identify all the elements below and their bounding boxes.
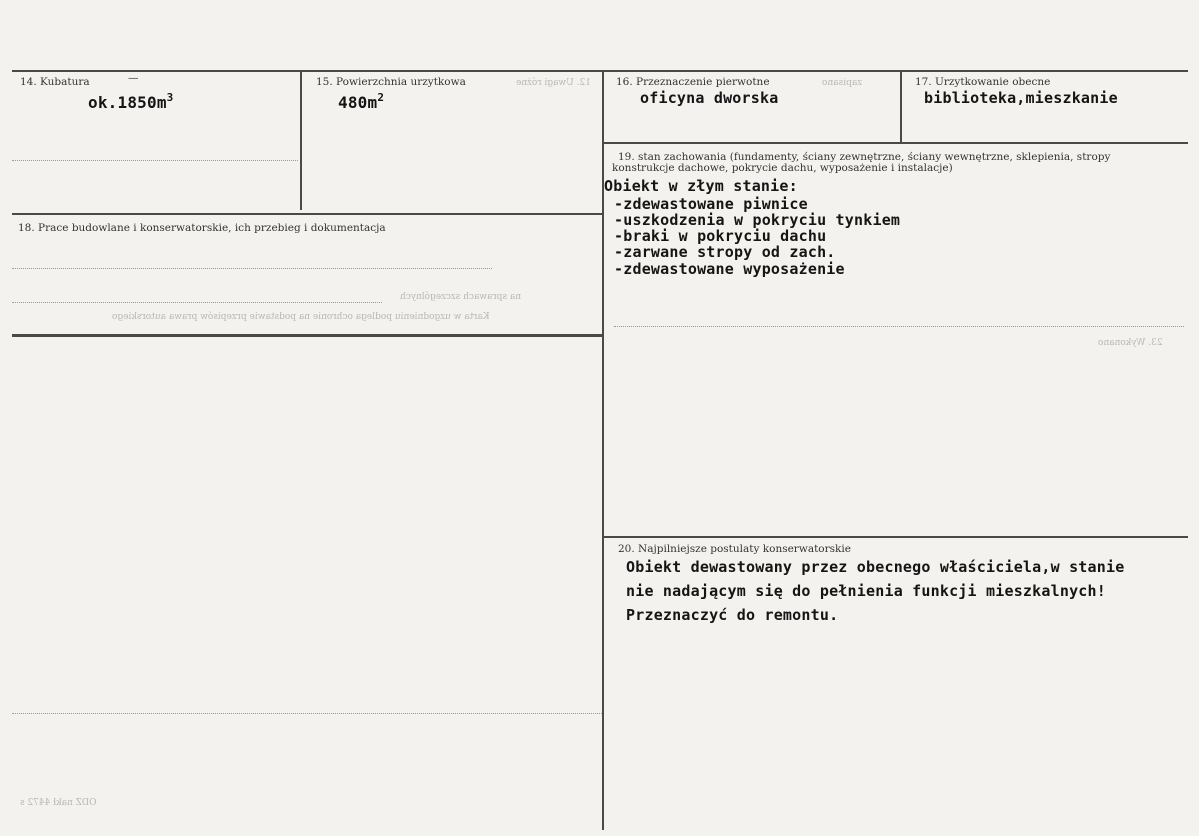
stan-item: -zarwane stropy od zach. (614, 243, 836, 261)
uzytkowanie-value: biblioteka,mieszkanie (924, 89, 1118, 107)
stan-item: -zdewastowane wyposażenie (614, 260, 845, 278)
divider-14-15 (300, 70, 302, 210)
stan-item: -braki w pokryciu dachu (614, 227, 827, 245)
postulaty-line: Przeznaczyć do remontu. (626, 606, 839, 624)
kubatura-label: 14. Kubatura (20, 76, 90, 88)
divider-16-17 (900, 70, 902, 142)
prace-label: 18. Prace budowlane i konserwatorskie, ich przebieg i dokumentacja (18, 222, 386, 234)
rule-under-16-17 (603, 142, 1188, 144)
uzytkowanie-label: 17. Urzytkowanie obecne (915, 76, 1051, 88)
prace-dotted-line-1 (12, 268, 492, 269)
stan-label-line2: konstrukcje dachowe, pokrycie dachu, wyposażenie i instalacje) (612, 162, 953, 174)
powierzchnia-label: 15. Powierzchnia urzytkowa (316, 76, 466, 88)
rule-above-20 (603, 536, 1188, 538)
top-rule (12, 70, 1188, 72)
kubatura-dash: — (128, 72, 139, 84)
stan-item: -zdewastowane piwnice (614, 195, 808, 213)
postulaty-line: Obiekt dewastowany przez obecnego właściciela,w stanie (626, 558, 1125, 576)
stan-label-line1: 19. stan zachowania (fundamenty, ściany zewnętrzne, ściany wewnętrzne, sklepienia, stropy (618, 151, 1111, 163)
bleed-through-text: na sprawach szczególnych (400, 292, 522, 302)
postulaty-line: nie nadającym się do pełnienia funkcji mieszkalnych! (626, 582, 1106, 600)
przeznaczenie-label: 16. Przeznaczenie pierwotne (616, 76, 770, 88)
left-bottom-dotted-line (12, 713, 602, 714)
powierzchnia-value: $480m^2$ (338, 91, 385, 112)
bleed-through-text: ODZ nakł 4472 s (20, 798, 97, 808)
bleed-through-text: 12. Uwagi różne (516, 78, 591, 88)
postulaty-label: 20. Najpilniejsze postulaty konserwatorskie (618, 543, 851, 555)
stan-heading: Obiekt w złym stanie: (604, 177, 798, 195)
bleed-through-text: Karta w uzgodnieniu podlega ochronie na podstawie przepisów prawa autorskiego (112, 312, 490, 322)
przeznaczenie-value: oficyna dworska (640, 89, 779, 107)
prace-dotted-line-2 (12, 302, 382, 303)
kubatura-dotted-line (12, 160, 298, 161)
bleed-through-text: 23. Wykonano (1098, 338, 1163, 348)
rule-below-18 (12, 334, 602, 337)
stan-dotted-line (614, 326, 1184, 327)
stan-item: -uszkodzenia w pokryciu tynkiem (614, 211, 901, 229)
rule-above-18 (12, 213, 602, 215)
kubatura-value: $ok.1850m^3$ (88, 91, 174, 112)
bleed-through-text: zapisano (822, 78, 862, 88)
